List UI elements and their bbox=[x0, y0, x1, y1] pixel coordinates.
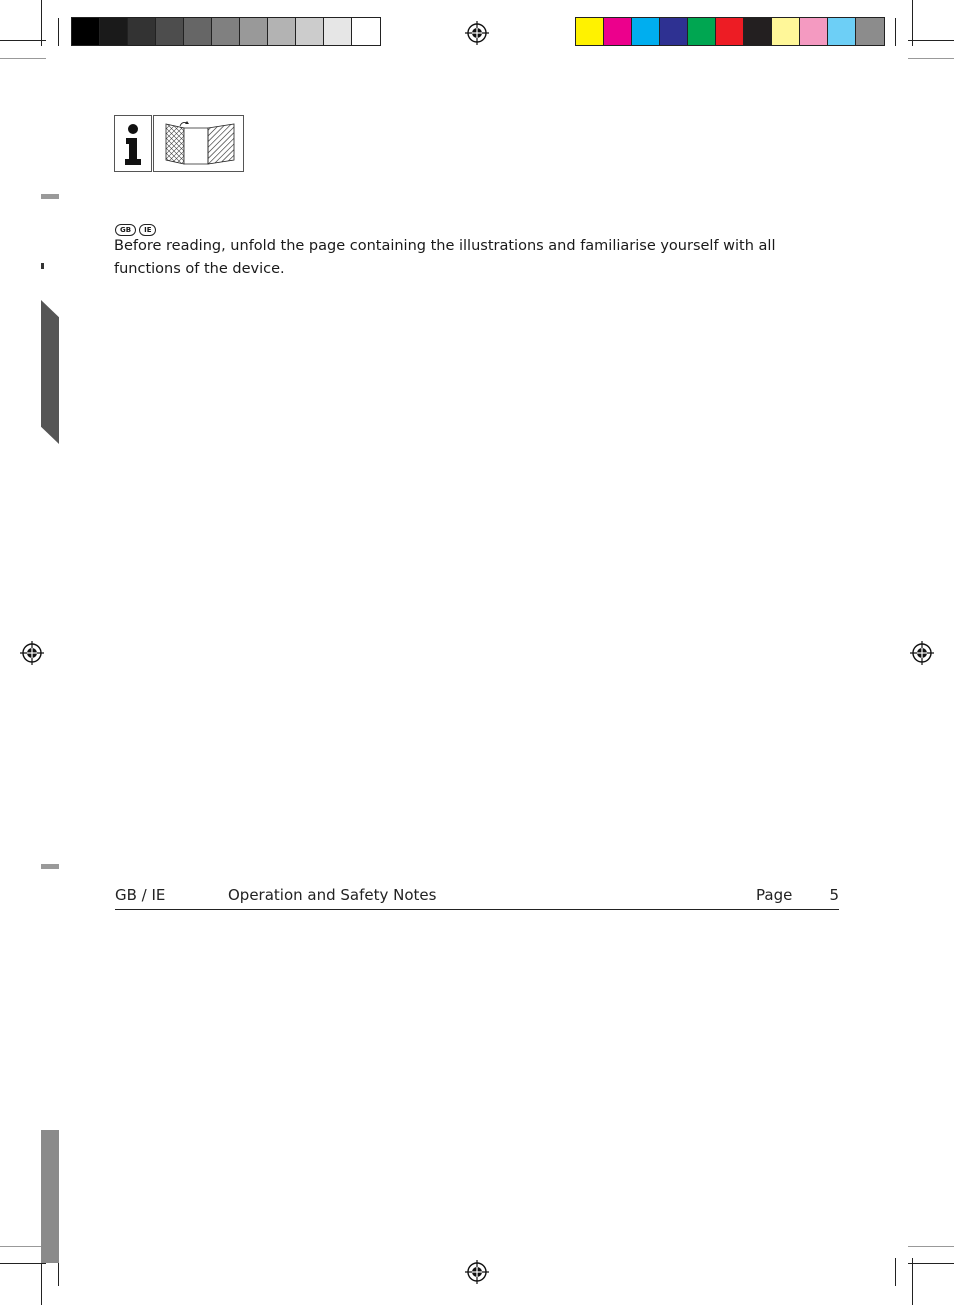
grayscale-strip bbox=[71, 17, 381, 46]
info-icon-box bbox=[114, 115, 152, 172]
info-i-icon bbox=[115, 116, 151, 171]
grayscale-swatch bbox=[268, 18, 296, 45]
grayscale-swatch bbox=[184, 18, 212, 45]
color-swatch bbox=[688, 18, 716, 45]
page-footer bbox=[115, 884, 839, 910]
color-swatch bbox=[772, 18, 800, 45]
color-swatch bbox=[576, 18, 604, 45]
side-tab-dot bbox=[41, 263, 44, 269]
color-swatch bbox=[604, 18, 632, 45]
registration-mark-icon bbox=[465, 21, 489, 45]
unfold-icon-box bbox=[153, 115, 244, 172]
color-swatch bbox=[800, 18, 828, 45]
grayscale-swatch bbox=[156, 18, 184, 45]
registration-mark-icon bbox=[20, 641, 44, 665]
grayscale-swatch bbox=[296, 18, 324, 45]
color-swatch bbox=[744, 18, 772, 45]
side-tab-marker bbox=[41, 864, 59, 869]
grayscale-swatch bbox=[240, 18, 268, 45]
side-section-tab bbox=[41, 300, 59, 444]
unfold-pages-icon bbox=[154, 116, 243, 171]
registration-mark-icon bbox=[465, 1260, 489, 1284]
footer-page-number: 5 bbox=[829, 886, 839, 904]
footer-country: GB / IE bbox=[115, 886, 166, 904]
color-strip bbox=[575, 17, 885, 46]
color-swatch bbox=[660, 18, 688, 45]
grayscale-swatch bbox=[352, 18, 380, 45]
footer-page-label: Page bbox=[756, 886, 793, 904]
footer-title: Operation and Safety Notes bbox=[228, 886, 437, 904]
registration-mark-icon bbox=[910, 641, 934, 665]
grayscale-swatch bbox=[212, 18, 240, 45]
grayscale-swatch bbox=[72, 18, 100, 45]
color-swatch bbox=[856, 18, 884, 45]
country-badge: GB bbox=[115, 224, 136, 236]
side-section-tab bbox=[41, 1130, 59, 1263]
instruction-paragraph: Before reading, unfold the page containing the illustrations and familiarise yourself with all functions of the device. bbox=[114, 238, 776, 277]
grayscale-swatch bbox=[128, 18, 156, 45]
color-swatch bbox=[828, 18, 856, 45]
grayscale-swatch bbox=[324, 18, 352, 45]
country-badges bbox=[115, 217, 159, 236]
country-badge: IE bbox=[139, 224, 156, 236]
color-swatch bbox=[632, 18, 660, 45]
grayscale-swatch bbox=[100, 18, 128, 45]
side-tab-marker bbox=[41, 194, 59, 199]
color-swatch bbox=[716, 18, 744, 45]
